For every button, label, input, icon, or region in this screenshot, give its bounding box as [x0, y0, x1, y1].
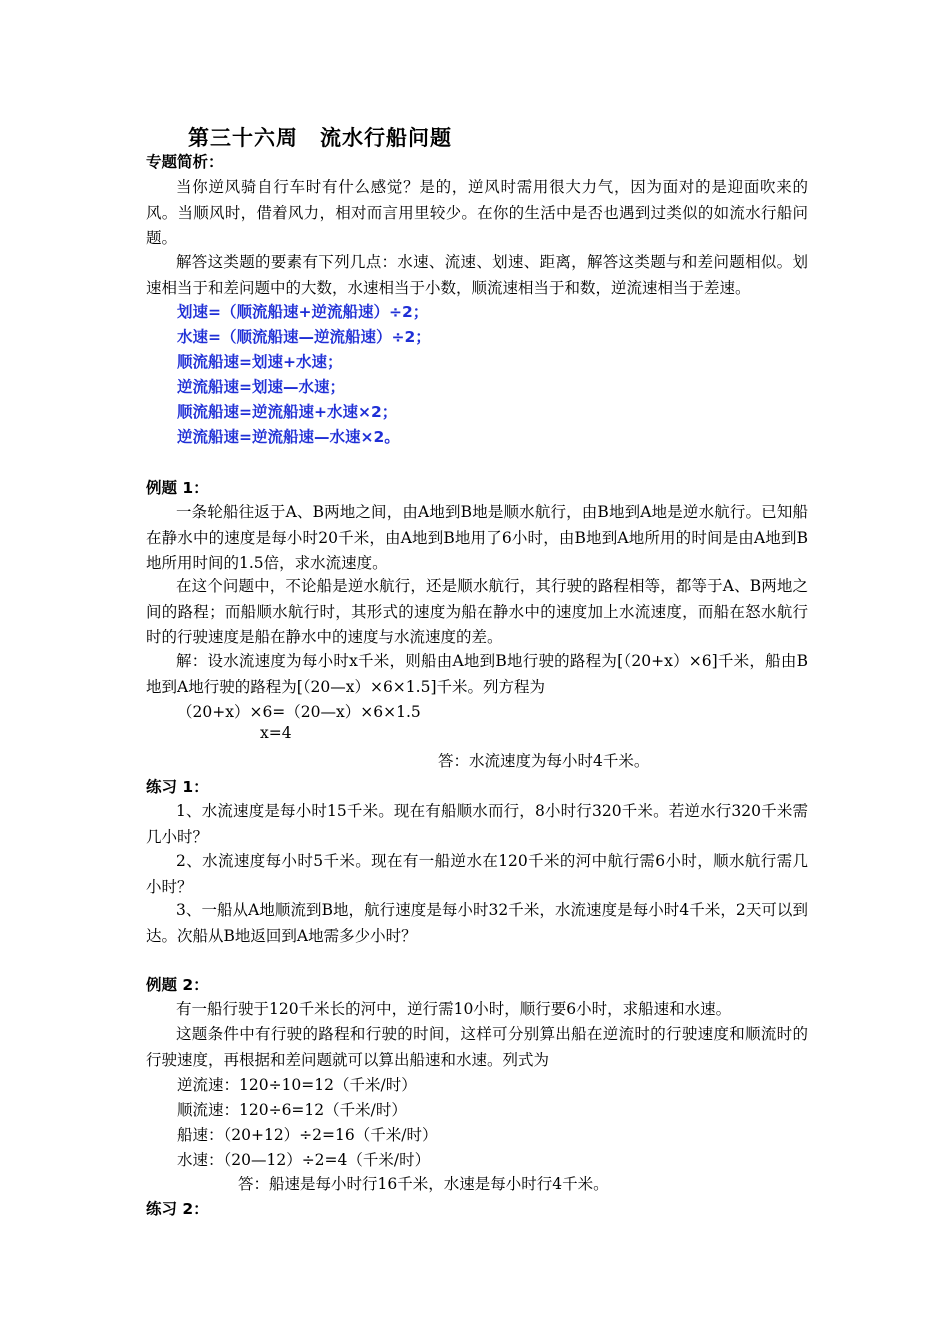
practice1-item-2: 2、水流速度每小时5千米。现在有一船逆水在120千米的河中航行需6小时，顺水航行需几小时？	[146, 852, 808, 896]
example1-answer: 答：水流速度为每小时4千米。	[438, 752, 650, 770]
practice1-heading: 练习 1：	[146, 778, 209, 796]
formula-5: 顺流船速=逆流船速+水速×2；	[177, 403, 398, 421]
example2-calc-4: 水速：（20—12）÷2=4（千米/时）	[177, 1151, 431, 1169]
example1-paragraph-1: 一条轮船往返于A、B两地之间，由A地到B地是顺水航行，由B地到A地是逆水航行。已知船在静水中的速度是每小时20千米，由A地到B地用了6小时，由B地到A地所用的时间是由A地到B地所用时间的1.5倍，求水流速度。	[146, 503, 808, 572]
example1-heading: 例题 1：	[146, 479, 209, 497]
example2-calc-2: 顺流速：120÷6=12（千米/时）	[177, 1101, 407, 1119]
example1-paragraph-2: 在这个问题中，不论船是逆水航行，还是顺水航行，其行驶的路程相等，都等于A、B两地之间的路程；而船顺水航行时，其形式的速度为船在静水中的速度加上水流速度，而船在怒水航行时的行驶速度是船在静水中的速度与水流速度的差。	[146, 577, 808, 646]
practice2-heading: 练习 2：	[146, 1200, 209, 1218]
page-title: 第三十六周 流水行船问题	[188, 126, 452, 150]
practice1-item-1: 1、水流速度是每小时15千米。现在有船顺水而行，8小时行320千米。若逆水行320千米需几小时？	[146, 802, 808, 846]
formula-1: 划速=（顺流船速+逆流船速）÷2；	[177, 303, 429, 321]
example2-paragraph-2: 这题条件中有行驶的路程和行驶的时间，这样可分别算出船在逆流时的行驶速度和顺流时的行驶速度，再根据和差问题就可以算出船速和水速。列式为	[146, 1025, 808, 1069]
formula-3: 顺流船速=划速+水速；	[177, 353, 343, 371]
example2-answer: 答：船速是每小时行16千米，水速是每小时行4千米。	[238, 1175, 609, 1193]
analysis-paragraph-2: 解答这类题的要素有下列几点：水速、流速、划速、距离，解答这类题与和差问题相似。划速相当于和差问题中的大数，水速相当于小数，顺流速相当于和数，逆流速相当于差速。	[146, 253, 808, 297]
example2-calc-1: 逆流速：120÷10=12（千米/时）	[177, 1076, 417, 1094]
practice1-item-3: 3、一船从A地顺流到B地，航行速度是每小时32千米，水流速度是每小时4千米，2天可以到达。次船从B地返回到A地需多少小时？	[146, 901, 808, 945]
example1-result: x=4	[260, 724, 292, 742]
example1-equation: （20+x）×6=（20—x）×6×1.5	[177, 703, 421, 721]
analysis-heading: 专题简析：	[146, 153, 224, 171]
analysis-paragraph-1: 当你逆风骑自行车时有什么感觉？是的，逆风时需用很大力气，因为面对的是迎面吹来的风。当顺风时，借着风力，相对而言用里较少。在你的生活中是否也遇到过类似的如流水行船问题。	[146, 178, 808, 247]
example1-solution-text: 解：设水流速度为每小时x千米，则船由A地到B地行驶的路程为[（20+x）×6]千米，船由B地到A地行驶的路程为[（20—x）×6×1.5]千米。列方程为	[146, 652, 808, 696]
example2-heading: 例题 2：	[146, 976, 209, 994]
formula-4: 逆流船速=划速—水速；	[177, 378, 345, 396]
formula-6: 逆流船速=逆流船速—水速×2。	[177, 428, 400, 446]
example2-calc-3: 船速：（20+12）÷2=16（千米/时）	[177, 1126, 438, 1144]
formula-2: 水速=（顺流船速—逆流船速）÷2；	[177, 328, 431, 346]
example2-paragraph-1: 有一船行驶于120千米长的河中，逆行需10小时，顺行要6小时，求船速和水速。	[176, 1000, 732, 1018]
